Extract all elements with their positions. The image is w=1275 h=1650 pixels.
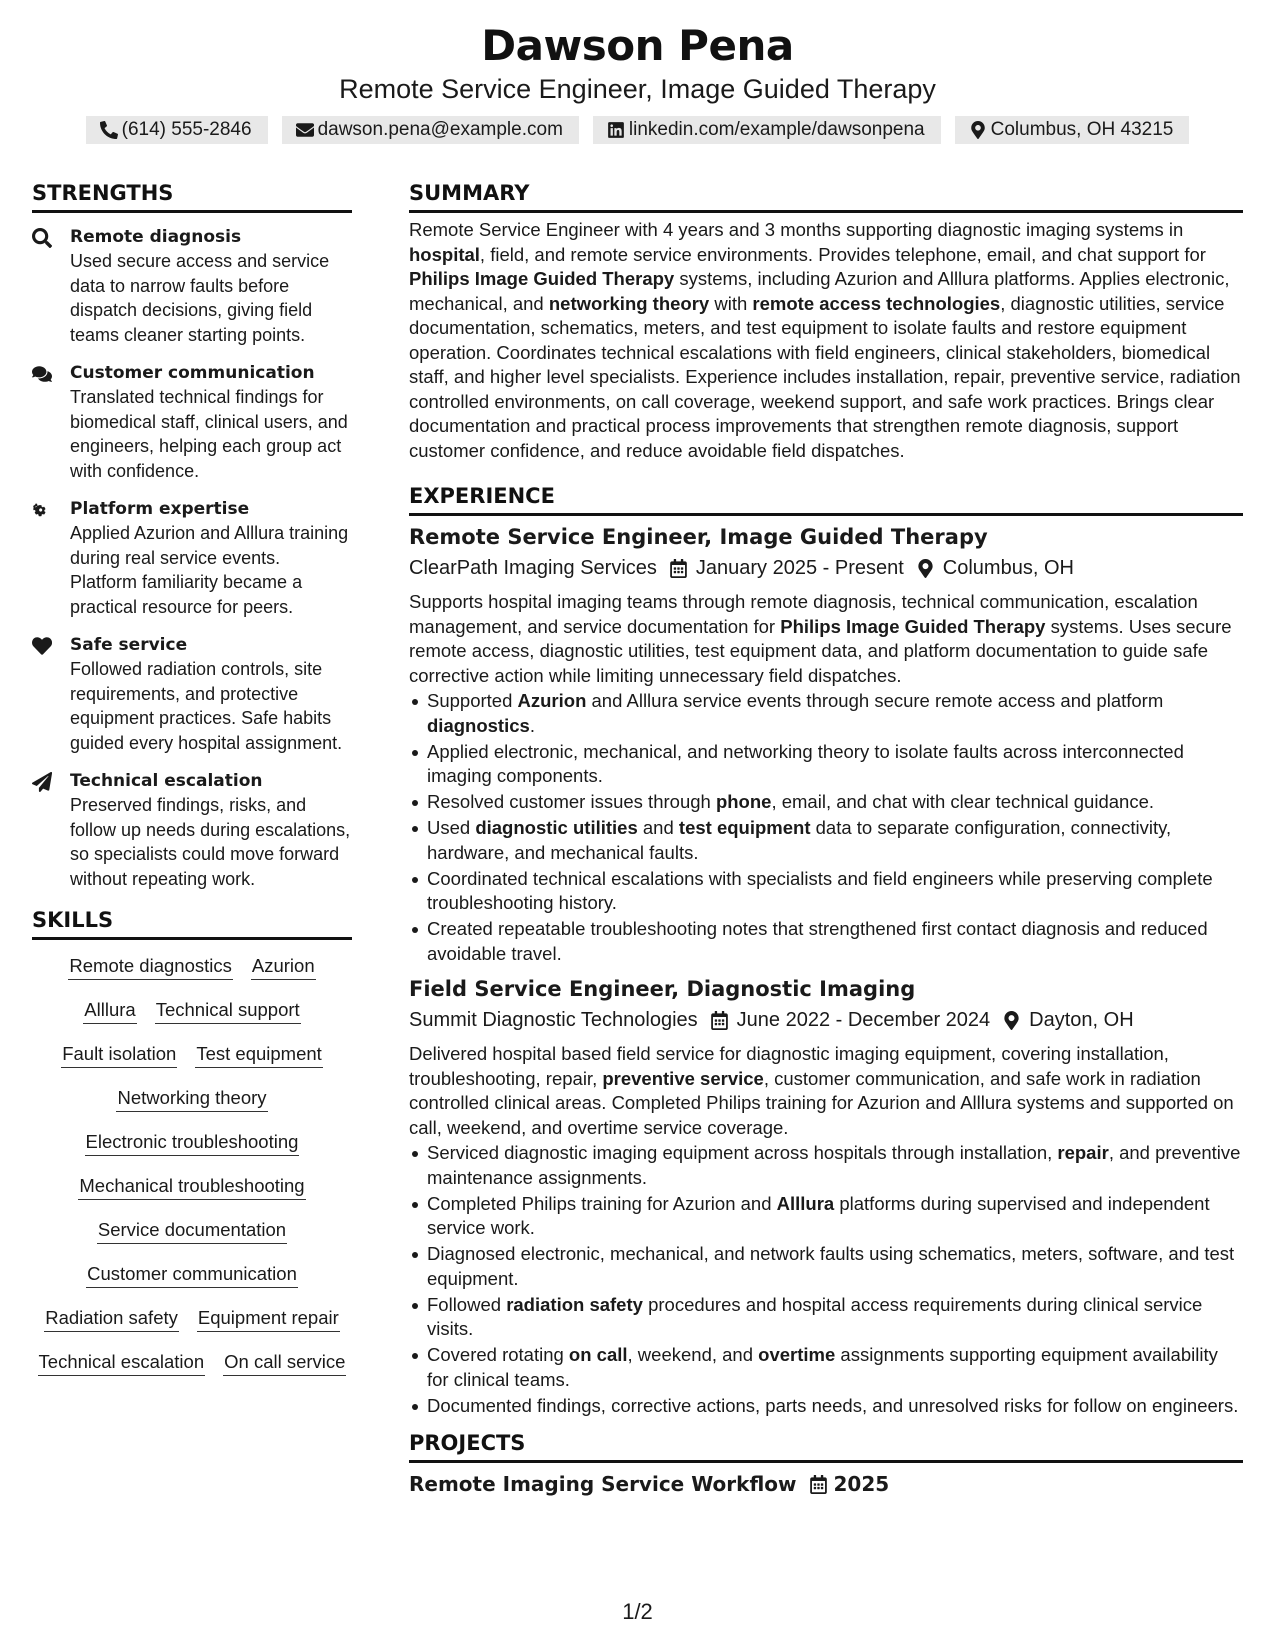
job-bullet: Serviced diagnostic imaging equipment across hospitals through installation, repair, and preventive maintenance assignments. — [409, 1141, 1243, 1190]
summary-heading: SUMMARY — [409, 178, 1243, 213]
skill-tag: Equipment repair — [197, 1306, 340, 1332]
skill-tag: Technical escalation — [38, 1350, 206, 1376]
strength-item — [32, 225, 352, 347]
skill-tag: Azurion — [251, 954, 316, 980]
map-marker-icon — [916, 559, 935, 578]
strength-desc: Followed radiation controls, site requirements, and protective equipment practices. Safe habits guided every hospital assignment. — [70, 659, 343, 753]
strengths-heading: STRENGTHS — [32, 178, 352, 213]
skill-tag: On call service — [223, 1350, 346, 1376]
map-marker-icon — [969, 121, 987, 139]
linkedin-icon — [607, 121, 625, 139]
job-entry — [409, 522, 1243, 966]
skill-tag: Mechanical troubleshooting — [78, 1174, 305, 1200]
candidate-name: Dawson Pena — [481, 21, 794, 70]
phone-icon — [100, 121, 118, 139]
map-marker-icon — [1002, 1011, 1021, 1030]
skills-heading: SKILLS — [32, 905, 352, 940]
skill-tag: Radiation safety — [44, 1306, 179, 1332]
job-description: Delivered hospital based field service for diagnostic imaging equipment, covering installation, troubleshooting, repair, preventive service, customer communication, and safe work in radiation controlled clinical areas. Completed Philips training for Azurion and Alllura systems and supported on call, weekend, and overtime service coverage. — [409, 1043, 1234, 1138]
search-icon — [32, 228, 52, 248]
strength-desc: Applied Azurion and Alllura training during real service events. Platform familiarity became a practical resource for peers. — [70, 523, 349, 617]
skill-tag: Test equipment — [195, 1042, 322, 1068]
experience-list — [409, 522, 1243, 1418]
job-bullet: Resolved customer issues through phone, email, and chat with clear technical guidance. — [409, 790, 1243, 815]
strength-title: Safe service — [70, 635, 188, 655]
job-location: Dayton, OH — [1029, 1009, 1134, 1031]
calendar-icon — [669, 559, 688, 578]
contact-linkedin[interactable] — [593, 116, 941, 144]
skills-list — [32, 954, 352, 1376]
page-number: 1/2 — [622, 1599, 653, 1624]
strength-item — [32, 633, 352, 755]
skill-tag: Alllura — [83, 998, 136, 1024]
candidate-headline: Remote Service Engineer, Image Guided Therapy — [339, 74, 936, 104]
job-bullet: Supported Azurion and Alllura service events through secure remote access and platform diagnostics. — [409, 689, 1243, 738]
skill-tag: Customer communication — [86, 1262, 298, 1288]
strength-desc: Translated technical findings for biomedical staff, clinical users, and engineers, helping each group act with confidence. — [70, 387, 348, 481]
job-location: Columbus, OH — [942, 557, 1074, 579]
projects-heading: PROJECTS — [409, 1428, 1243, 1463]
strength-title: Remote diagnosis — [70, 227, 242, 247]
job-bullet: Covered rotating on call, weekend, and overtime assignments supporting equipment availability for clinical teams. — [409, 1343, 1243, 1392]
job-meta — [409, 1006, 1243, 1034]
job-bullets — [409, 689, 1243, 966]
strengths-list — [32, 225, 352, 891]
strength-item — [32, 497, 352, 619]
calendar-icon — [809, 1475, 828, 1494]
linkedin-text: linkedin.com/example/dawsonpena — [628, 119, 925, 140]
project-title: Remote Imaging Service Workflow — [409, 1472, 797, 1496]
job-dates: January 2025 - Present — [695, 557, 904, 579]
heart-icon — [32, 636, 52, 656]
job-bullet: Applied electronic, mechanical, and networking theory to isolate faults across interconnected imaging components. — [409, 740, 1243, 789]
contact-phone[interactable] — [86, 116, 268, 144]
job-bullet: Coordinated technical escalations with specialists and field engineers while preserving complete troubleshooting history. — [409, 867, 1243, 916]
skill-tag: Technical support — [155, 998, 301, 1024]
job-dates: June 2022 - December 2024 — [736, 1009, 991, 1031]
skill-tag: Service documentation — [97, 1218, 287, 1244]
job-meta — [409, 554, 1243, 582]
strength-item — [32, 361, 352, 483]
envelope-icon — [296, 121, 314, 139]
job-bullet: Followed radiation safety procedures and hospital access requirements during clinical service visits. — [409, 1293, 1243, 1342]
left-column — [32, 178, 352, 1376]
skill-tag: Remote diagnostics — [68, 954, 232, 980]
strength-desc: Used secure access and service data to narrow faults before dispatch decisions, giving field teams cleaner starting points. — [70, 251, 330, 345]
projects-list — [409, 1469, 1243, 1499]
paper-plane-icon — [32, 772, 52, 792]
summary-text: Remote Service Engineer with 4 years and 3 months supporting diagnostic imaging systems in hospital, field, and remote service environments. Provides telephone, email, and chat support for Philips Image Guided Therapy systems, including Azurion and Alllura platforms. Applies electronic, mechanical, and networking theory with remote access technologies, diagnostic utilities, service documentation, schematics, meters, and test equipment to isolate faults and restore equipment operation. Coordinates technical escalations with field engineers, clinical stakeholders, biomedical staff, and higher level specialists. Experience includes installation, repair, preventive service, radiation controlled environments, on call coverage, weekend support, and safe work practices. Brings clear documentation and practical process improvements that strengthen remote diagnosis, support customer confidence, and reduce avoidable field dispatches. — [409, 219, 1241, 461]
job-entry — [409, 974, 1243, 1418]
email-text: dawson.pena@example.com — [317, 119, 563, 140]
contact-email[interactable] — [282, 116, 579, 144]
job-bullet: Completed Philips training for Azurion and Alllura platforms during supervised and independent service work. — [409, 1192, 1243, 1241]
skill-tag: Networking theory — [116, 1086, 267, 1112]
strength-desc: Preserved findings, risks, and follow up needs during escalations, so specialists could move forward without repeating work. — [70, 795, 351, 889]
job-bullet: Created repeatable troubleshooting notes that strengthened first contact diagnosis and reduced avoidable travel. — [409, 917, 1243, 966]
resume-header — [0, 20, 1275, 144]
strength-title: Platform expertise — [70, 499, 250, 519]
right-column — [409, 178, 1243, 1499]
experience-heading: EXPERIENCE — [409, 481, 1243, 516]
job-title: Field Service Engineer, Diagnostic Imaging — [409, 977, 916, 1001]
cogs-icon — [32, 500, 54, 520]
job-company: Summit Diagnostic Technologies — [409, 1009, 698, 1031]
location-text: Columbus, OH 43215 — [990, 119, 1174, 140]
project-entry — [409, 1469, 1243, 1499]
project-year: 2025 — [833, 1472, 890, 1496]
comments-icon — [32, 364, 52, 384]
strength-item — [32, 769, 352, 891]
job-company: ClearPath Imaging Services — [409, 557, 657, 579]
job-bullet: Documented findings, corrective actions, parts needs, and unresolved risks for follow on engineers. — [409, 1394, 1243, 1419]
strength-title: Customer communication — [70, 363, 315, 383]
calendar-icon — [710, 1011, 729, 1030]
job-title: Remote Service Engineer, Image Guided Therapy — [409, 525, 988, 549]
skill-tag: Fault isolation — [61, 1042, 177, 1068]
job-bullet: Diagnosed electronic, mechanical, and network faults using schematics, meters, software, and test equipment. — [409, 1242, 1243, 1291]
job-bullets — [409, 1141, 1243, 1418]
contact-bar — [0, 116, 1275, 144]
contact-location — [955, 116, 1190, 144]
strength-title: Technical escalation — [70, 771, 263, 791]
job-bullet: Used diagnostic utilities and test equipment data to separate configuration, connectivity, hardware, and mechanical faults. — [409, 816, 1243, 865]
skill-tag: Electronic troubleshooting — [85, 1130, 300, 1156]
job-description: Supports hospital imaging teams through remote diagnosis, technical communication, escalation management, and service documentation for Philips Image Guided Therapy systems. Uses secure remote access, diagnostic utilities, test equipment data, and platform documentation to guide safe corrective action while limiting unnecessary field dispatches. — [409, 591, 1232, 686]
phone-text: (614) 555-2846 — [121, 119, 252, 140]
